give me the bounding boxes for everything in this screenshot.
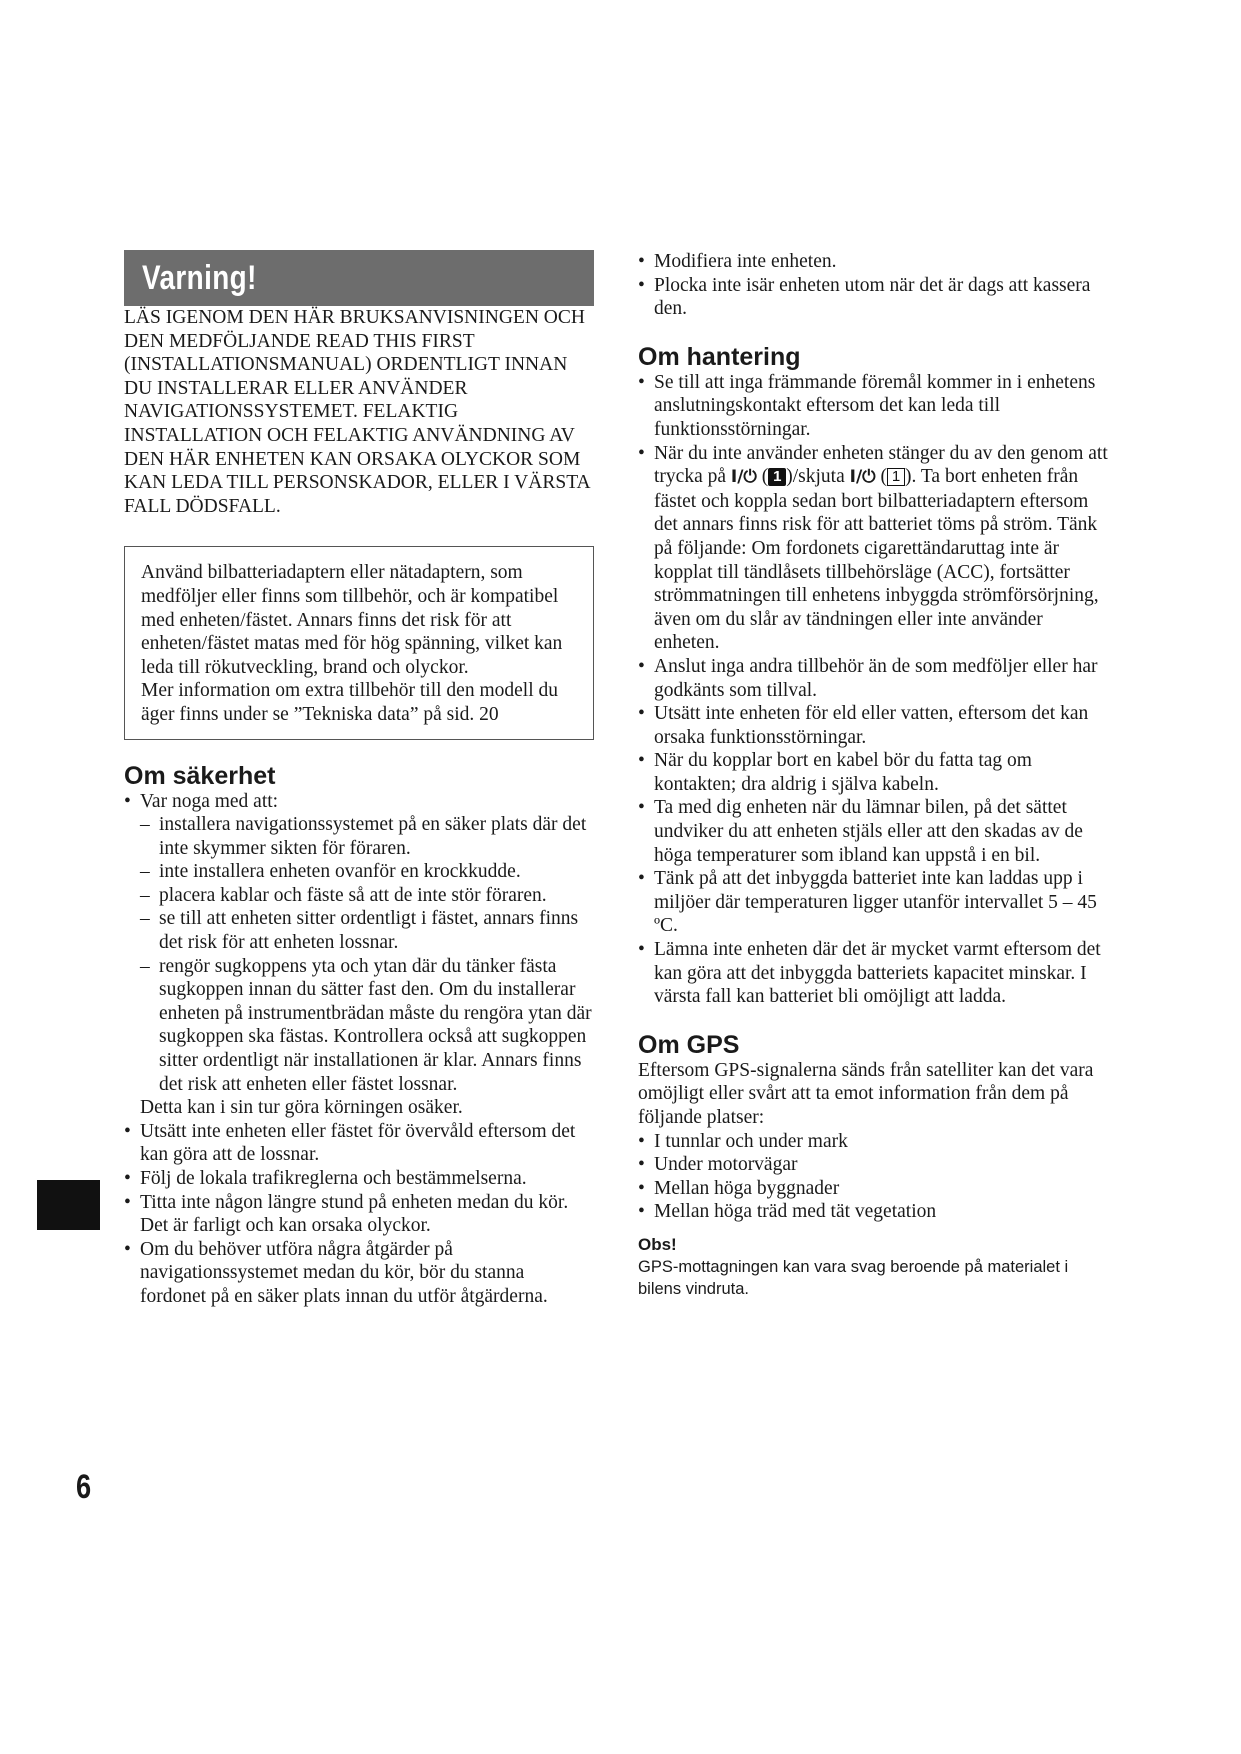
list-item: • Följ de lokala trafikreglerna och bestämmelserna. [124, 1167, 594, 1191]
list-item: • Under motorvägar [638, 1153, 1108, 1177]
right-column [638, 250, 1108, 1300]
list-item: • Lämna inte enheten där det är mycket varmt eftersom det kan göra att det inbyggda batteriets kapacitet minskar. I värsta fall kan batteriet bli omöjligt att ladda. [638, 938, 1108, 1009]
list-item: • Modifiera inte enheten. [638, 250, 1108, 274]
list-item: • Plocka inte isär enheten utom när det är dags att kassera den. [638, 274, 1108, 321]
warning-title: Varning! [142, 259, 257, 297]
adapter-notice-p1: Använd bilbatteriadaptern eller nätadaptern, som medföljer eller finns som tillbehör, och är kompatibel med enheten/fästet. Annars finns det risk för att enheten/fästet matas med för hög spänning, vilket kan leda till rökutveckling, brand och olyckor. [141, 562, 563, 678]
key-1-filled-icon: 1 [768, 468, 786, 486]
list-item: – installera navigationssystemet på en säker plats där det inte skymmer sikten för föraren. [140, 813, 594, 860]
warning-text: LÄS IGENOM DEN HÄR BRUKSANVISNINGEN OCH DEN MEDFÖLJANDE READ THIS FIRST (INSTALLATIONSMANUAL) ORDENTLIGT INNAN DU INSTALLERAR ELLER ANVÄNDER NAVIGATIONSSYSTEMET. FELAKTIG INSTALLATION OCH FELAKTIG ANVÄNDNING AV DEN HÄR ENHETEN KAN ORSAKA OLYCKOR SOM KAN LEDA TILL PERSONSKADOR, ELLER I VÄRSTA FALL DÖDSFALL. [124, 307, 590, 517]
warning-header [124, 250, 594, 306]
gps-intro: Eftersom GPS-signalerna sänds från satelliter kan det vara omöjligt eller svårt att ta emot information från dem på följande platser: [638, 1059, 1094, 1128]
handling-item2-a: När du inte använder enheten stänger du av den genom att trycka på [654, 442, 1108, 488]
safety-list [124, 790, 594, 1309]
adapter-notice-box [124, 546, 594, 739]
list-item: – rengör sugkoppens yta och ytan där du tänker fästa sugkoppen innan du sätter fast den. Om du installerar enheten på instrumentbrädan måste du rengöra ytan där sugkoppen ska fästas. Kontrollera också att sugkoppen sitter ordentligt när installationen är klar. Annars finns det risk att enheten eller fästet lossnar. [140, 955, 594, 1097]
list-item: • Titta inte någon längre stund på enheten medan du kör. Det är farligt och kan orsaka olyckor. [124, 1191, 594, 1238]
safety-after-sub: Detta kan i sin tur göra körningen osäker. [140, 1097, 463, 1119]
gps-note-text: GPS-mottagningen kan vara svag beroende på materialet i bilens vindruta. [638, 1257, 1069, 1298]
list-item: • I tunnlar och under mark [638, 1130, 1108, 1154]
section-tab-marker [37, 1180, 100, 1230]
gps-list [638, 1130, 1108, 1224]
safety-heading: Om säkerhet [124, 761, 276, 790]
list-item [124, 790, 594, 1120]
list-item: • Se till att inga främmande föremål kommer in i enhetens anslutningskontakt eftersom det kan leda till funktionsstörningar. [638, 371, 1108, 442]
power-icon: I/⏻ [730, 467, 757, 488]
handling-heading: Om hantering [638, 342, 801, 371]
power-icon: I/⏻ [849, 467, 876, 488]
handling-item2-c: . Ta bort enheten från fästet och koppla sedan bort bilbatteriadaptern eftersom det annars finns risk för att batteriet töms på ström. Tänk på följande: Om fordonets cigarettändaruttag inte är kopplat till tändlåsets tillbehörsläge (ACC), fortsätter strömmatningen till enhetens inbyggda strömförsörjning, även om du slår av tändningen eller inte använder enheten. [654, 466, 1099, 654]
list-item: • Anslut inga andra tillbehör än de som medföljer eller har godkänts som tillval. [638, 655, 1108, 702]
right-top-list [638, 250, 1108, 321]
handling-item2-b: /skjuta [792, 466, 850, 488]
list-item: • När du inte använder enheten stänger du av den genom att trycka på I/⏻ ( 1 )/skjuta I/⏻ ( 1 ). Ta bort enheten från fästet och koppla sedan bort bilbatteriadaptern eftersom det annars finns risk för att batteriet töms på ström. Tänk på följande: Om fordonets cigarettändaruttag inte är kopplat till tändlåsets tillbehörsläge (ACC), fortsätter strömmatningen till enhetens inbyggda strömförsörjning, även om du slår av tändningen eller inte använder enheten. [638, 442, 1108, 655]
gps-note-title: Obs! [638, 1234, 677, 1254]
list-item: – inte installera enheten ovanför en krockkudde. [140, 860, 594, 884]
list-item: • Tänk på att det inbyggda batteriet inte kan laddas upp i miljöer där temperaturen ligger utanför intervallet 5 – 45 ºC. [638, 867, 1108, 938]
safety-sub-list [140, 813, 594, 1096]
list-item: – se till att enheten sitter ordentligt i fästet, annars finns det risk för att enheten lossnar. [140, 907, 594, 954]
list-item: • Utsätt inte enheten för eld eller vatten, eftersom det kan orsaka funktionsstörningar. [638, 702, 1108, 749]
gps-heading: Om GPS [638, 1030, 740, 1059]
left-column [124, 250, 594, 1309]
page-number: 6 [76, 1468, 92, 1506]
adapter-notice-p2: Mer information om extra tillbehör till den modell du äger finns under se ”Tekniska data” på sid. 20 [141, 680, 558, 725]
safety-intro: Var noga med att: [140, 790, 279, 812]
list-item: • När du kopplar bort en kabel bör du fatta tag om kontakten; dra aldrig i själva kabeln. [638, 749, 1108, 796]
list-item: • Om du behöver utföra några åtgärder på navigationssystemet medan du kör, bör du stanna fordonet på en säker plats innan du utför åtgärderna. [124, 1238, 594, 1309]
list-item: • Mellan höga träd med tät vegetation [638, 1200, 1108, 1224]
handling-list [638, 371, 1108, 1009]
list-item: – placera kablar och fäste så att de inte stör föraren. [140, 884, 594, 908]
list-item: • Mellan höga byggnader [638, 1177, 1108, 1201]
key-1-outline-icon: 1 [887, 468, 905, 486]
list-item: • Ta med dig enheten när du lämnar bilen, på det sättet undviker du att enheten stjäls eller att den skadas av de höga temperaturer som ibland kan uppstå i en bil. [638, 796, 1108, 867]
list-item: • Utsätt inte enheten eller fästet för övervåld eftersom det kan göra att de lossnar. [124, 1120, 594, 1167]
